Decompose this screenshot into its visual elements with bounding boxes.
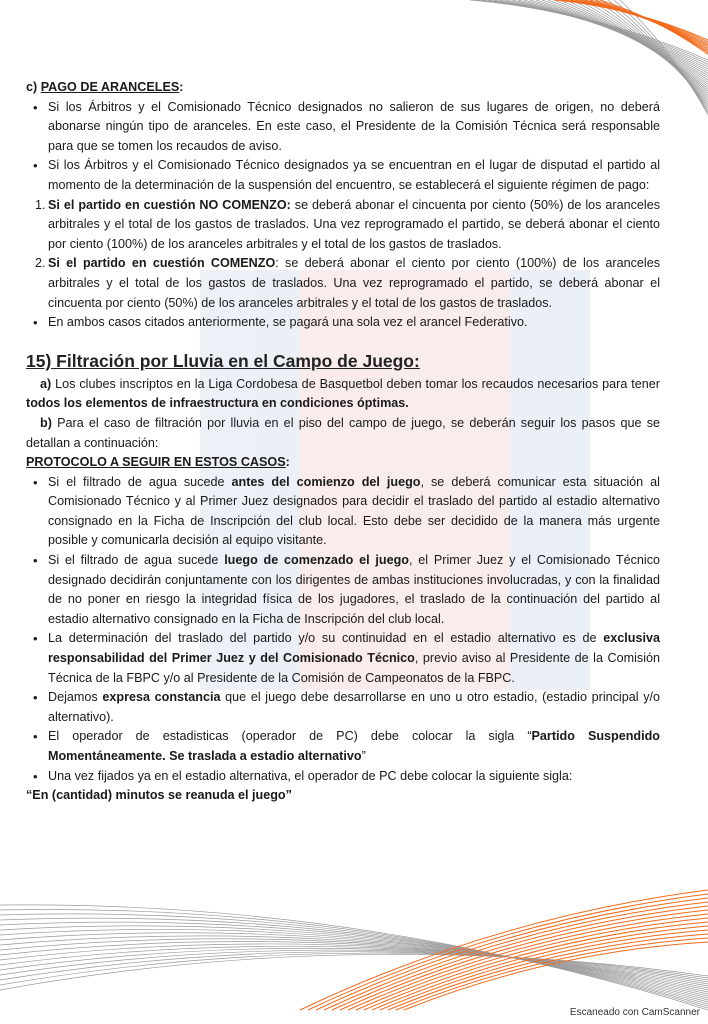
list-item: • Si los Árbitros y el Comisionado Técnico designados no salieron de sus lugares de origen, no deberá abonarse ningún tipo de aranceles. En este caso, el Presidente de la Comisión Técnica será responsable para que se tomen los recaudos de aviso. (48, 98, 660, 157)
protocol-heading: PROTOCOLO A SEGUIR EN ESTOS CASOS: (26, 455, 290, 470)
stripe-line (300, 890, 708, 1010)
stripe-line (524, 0, 708, 80)
list-item: • En ambos casos citados anteriormente, se pagará una sola vez el arancel Federativo. (48, 313, 660, 333)
stripe-line (500, 0, 708, 71)
stripe-line (324, 902, 708, 1010)
stripe-line (488, 0, 708, 67)
stripe-line (470, 0, 708, 60)
stripe-line (404, 942, 708, 1010)
stripe-line (548, 0, 708, 89)
stripe-line (0, 914, 708, 1006)
payment-regime-list (26, 196, 660, 314)
stripe-line (555, 0, 708, 40)
stripe-line (0, 939, 708, 992)
list-item: • El operador de estadisticas (operador de PC) debe colocar la sigla “Partido Suspendido Momentáneamente. Se traslada a estadio alternativo” (48, 727, 660, 766)
stripe-line (0, 922, 708, 1002)
stripe-line (316, 898, 708, 1010)
stripe-line (388, 934, 708, 1010)
section-c-list (26, 98, 660, 196)
stripe-line (0, 941, 708, 990)
stripe-line (348, 914, 708, 1010)
stripe-line (364, 922, 708, 1010)
stripe-line (580, 0, 708, 48)
stripe-line (0, 952, 708, 980)
stripe-line (575, 0, 708, 46)
stripe-line (0, 929, 708, 998)
stripe-line (356, 918, 708, 1010)
protocol-list (26, 473, 660, 787)
stripe-line (0, 944, 708, 988)
paragraph-a: a) Los clubes inscriptos en la Liga Cordobesa de Basquetbol deben tomar los recaudos necesarios para tener todos los elementos de infraestructura en condiciones óptimas. (26, 376, 660, 411)
list-item: • Si el filtrado de agua sucede luego de comenzado el juego, el Primer Juez y el Comisionado Técnico designado decidirán conjuntamente con los dirigentes de ambas instituciones involucradas, y con la finalidad de no poner en riesgo la integridad física de los jugadores, el traslado de la continuación del partido al estadio alternativo consignado en la Ficha de Inscripción del club local. (48, 551, 660, 629)
stripe-line (570, 0, 708, 45)
stripe-line (340, 910, 708, 1010)
stripe-line (308, 894, 708, 1010)
list-item: • Una vez fijados ya en el estadio alternativa, el operador de PC debe colocar la siguiente sigla: (48, 767, 660, 787)
stripe-line (0, 936, 708, 994)
stripe-line (476, 0, 708, 62)
stripe-line (530, 0, 708, 82)
stripe-line (0, 918, 708, 1004)
stripe-line (542, 0, 708, 86)
stripe-line (332, 906, 708, 1010)
list-item: • Si el filtrado de agua sucede antes del comienzo del juego, se deberá comunicar esta situación al Comisionado Técnico y al Primer Juez designados para decidir el traslado del partido al estadio alternativo consignado en la Ficha de Inscripción del club local. Esto debe ser decidido de la manera más urgente posible y comunicarla decisión al equipo visitante. (48, 473, 660, 551)
section-15-title: 15) Filtración por Lluvia en el Campo de Juego: (26, 350, 420, 371)
stripe-line (372, 926, 708, 1010)
stripe-line (0, 954, 708, 990)
stripe-line (0, 948, 708, 984)
stripe-line (518, 0, 708, 78)
list-item: 2. Si el partido en cuestión COMENZO: se deberá abonar el ciento por ciento (100%) de los aranceles arbitrales y el total de los gastos de traslados. Una vez reprogramado el partido, se deberá abonar el cincuenta por ciento (50%) de los aranceles arbitrales y el total de los gastos de traslados. (35, 256, 660, 310)
stripe-line (494, 0, 708, 69)
stripe-line (600, 0, 708, 54)
bottom-stripes (0, 905, 708, 1010)
closing-sign-text: “En (cantidad) minutos se reanuda el juego” (26, 788, 292, 803)
stripe-line (0, 909, 708, 1008)
stripe-line (590, 0, 708, 51)
section-c-title: PAGO DE ARANCELES (40, 80, 180, 94)
stripe-line (380, 930, 708, 1010)
stripe-line (585, 0, 708, 50)
stripe-line (536, 0, 708, 84)
stripe-line (0, 950, 708, 982)
paragraph-b: b) Para el caso de filtración por lluvia en el piso del campo de juego, se deberán seguir los pasos que se detallan a continuación: (26, 415, 660, 450)
list-item: • Si los Árbitros y el Comisionado Técnico designados ya se encuentran en el lugar de disputad el partido al momento de la determinación de la suspensión del encuentro, se establecerá el siguiente régimen de pago: (48, 156, 660, 195)
section-c-heading: c) PAGO DE ARANCELES: (26, 80, 184, 94)
stripe-line (396, 938, 708, 1010)
stripe-line (506, 0, 708, 73)
stripe-line (565, 0, 708, 43)
stripe-line (0, 926, 708, 1000)
stripe-line (0, 946, 708, 986)
stripe-line (482, 0, 708, 64)
list-item: 1. Si el partido en cuestión NO COMENZO: se deberá abonar el cincuenta por ciento (50%) de los aranceles arbitrales y el total de los gastos de traslados. Una vez reprogramado el partido, se deberá abonar el ciento por ciento (100%) de los aranceles arbitrales y el total de los gastos de traslados. (35, 197, 660, 251)
stripe-line (0, 933, 708, 996)
stripe-line (512, 0, 708, 75)
list-item: • La determinación del traslado del partido y/o su continuidad en el estadio alternativo es de exclusiva responsabilidad del Primer Juez y del Comisionado Técnico, previo aviso al Presidente de la Comisión Técnica de la FBPC y/o al Presidente de la Comisión de Campeonatos de la FBPC. (48, 629, 660, 688)
section-c-list-end (26, 313, 660, 333)
top-right-orange-stripes (555, 0, 708, 54)
stripe-line (560, 0, 708, 42)
stripe-line (595, 0, 708, 53)
protocol-title: PROTOCOLO A SEGUIR EN ESTOS CASOS (26, 455, 286, 470)
scanner-watermark: Escaneado con CamScanner (569, 1007, 700, 1018)
stripe-line (0, 953, 708, 985)
bottom-orange-stripes (300, 890, 708, 1010)
list-item: • Dejamos expresa constancia que el juego debe desarrollarse en uno u otro estadio, (estadio principal y/o alternativo). (48, 688, 660, 727)
document-body (26, 78, 660, 806)
stripe-line (0, 905, 708, 1010)
